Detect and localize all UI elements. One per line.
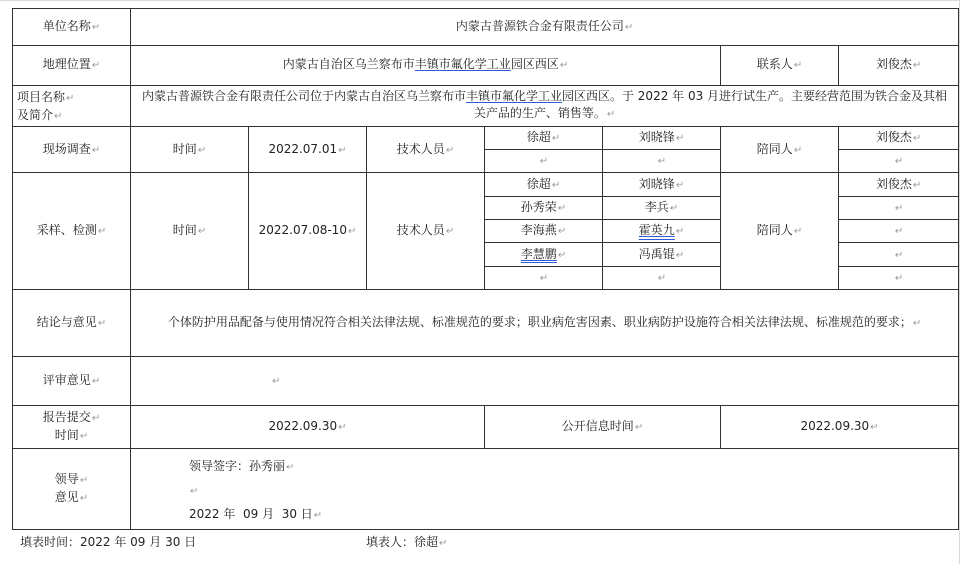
site-survey-accompany-cell (839, 150, 959, 173)
sampling-staff-cell (485, 196, 603, 219)
report-row (13, 405, 959, 448)
paragraph-mark-icon: ↵ (91, 144, 101, 156)
leader-empty-line (189, 479, 958, 503)
paragraph-mark-icon: ↵ (894, 273, 904, 284)
sampling-staff-cell (603, 220, 721, 243)
paragraph-mark-icon: ↵ (606, 109, 616, 121)
report-label-line1: 报告提交 (42, 409, 91, 424)
paragraph-mark-icon: ↵ (445, 144, 455, 156)
paragraph-mark-icon: ↵ (669, 202, 679, 214)
paragraph-mark-icon: ↵ (286, 461, 295, 473)
page-top-edge (0, 0, 960, 1)
paragraph-mark-icon: ↵ (894, 249, 904, 261)
info-form-table (12, 8, 959, 530)
sampling-time-label-cell (131, 173, 249, 290)
project-desc-post: 园区西区。于 2022 年 03 月进行试生产。主要经营范围为铁合金及其相关产品的生产、销售等。 (473, 89, 948, 121)
paragraph-mark-icon: ↵ (439, 538, 448, 549)
location-value-post: 园区西区 (510, 57, 559, 72)
public-info-date-cell (721, 405, 959, 448)
paragraph-mark-icon: ↵ (97, 318, 107, 330)
location-label-cell (13, 45, 131, 86)
paragraph-mark-icon: ↵ (793, 226, 803, 238)
project-desc-cell (131, 86, 959, 127)
leader-opinion-cell (131, 448, 959, 529)
sampling-row-1 (13, 173, 959, 196)
site-survey-accompany-label-cell (721, 126, 839, 173)
leader-label-line1: 领导 (54, 471, 79, 486)
paragraph-mark-icon: ↵ (894, 156, 904, 168)
location-value-pre: 内蒙古自治区乌兰察布市 (282, 57, 415, 72)
sampling-time-value-cell (249, 173, 367, 290)
report-label-cell (13, 405, 131, 448)
paragraph-mark-icon: ↵ (870, 421, 879, 433)
leader-opinion-block (131, 449, 958, 527)
leader-signature-line (189, 455, 958, 479)
public-info-date: 2022.09.30 (800, 418, 870, 433)
conclusion-label: 结论与意见 (36, 315, 97, 330)
public-info-label: 公开信息时间 (561, 418, 634, 433)
site-survey-time-label-cell (131, 126, 249, 173)
site-survey-time-value: 2022.07.01 (268, 141, 338, 156)
report-submit-date-cell (131, 405, 485, 448)
site-survey-staff-cell (485, 126, 603, 149)
conclusion-text: 个体防护用品配备与使用情况符合相关法律法规、标准规范的要求；职业病危害因素、职业病防护设施符合相关法律法规、标准规范的要求； (167, 315, 912, 330)
site-survey-staff-cell (485, 150, 603, 173)
site-survey-row-1 (13, 126, 959, 149)
sampling-staff-name: 徐超 (526, 176, 551, 191)
conclusion-text-cell (131, 290, 959, 357)
contact-label-cell (721, 45, 839, 86)
unit-name-value: 内蒙古普源铁合金有限责任公司 (455, 18, 624, 33)
paragraph-mark-icon: ↵ (272, 376, 281, 388)
paragraph-mark-icon: ↵ (634, 421, 644, 433)
report-label-line2: 时间 (54, 427, 79, 442)
paragraph-mark-icon: ↵ (313, 509, 323, 521)
site-survey-staff-cell (603, 150, 721, 173)
paragraph-mark-icon: ↵ (197, 144, 207, 156)
sampling-time-value: 2022.07.08-10 (258, 223, 347, 238)
sampling-staff-cell (603, 243, 721, 266)
unit-name-label: 单位名称 (42, 18, 91, 33)
paragraph-mark-icon: ↵ (539, 156, 549, 168)
site-survey-accompany-name: 刘俊杰 (875, 129, 912, 144)
paragraph-mark-icon: ↵ (91, 412, 101, 424)
paragraph-mark-icon: ↵ (66, 93, 75, 105)
paragraph-mark-icon: ↵ (91, 376, 101, 388)
sampling-staff-cell (485, 220, 603, 243)
sampling-staff-name: 李兵 (644, 199, 669, 214)
sampling-accompany-cell (839, 220, 959, 243)
sampling-accompany-label-cell (721, 173, 839, 290)
page-right-edge (959, 0, 960, 564)
paragraph-mark-icon: ↵ (557, 226, 567, 238)
unit-name-label-cell (13, 9, 131, 46)
unit-name-row (13, 9, 959, 46)
paragraph-mark-icon: ↵ (190, 485, 199, 497)
sampling-staff-name: 李海燕 (520, 223, 557, 238)
paragraph-mark-icon: ↵ (559, 60, 569, 72)
contact-value: 刘俊杰 (875, 57, 912, 72)
sampling-label: 采样、检测 (36, 223, 97, 238)
filler: 填表人：徐超 (366, 535, 439, 549)
site-survey-tech-label-cell (367, 126, 485, 173)
paragraph-mark-icon: ↵ (557, 202, 567, 214)
unit-name-value-cell (131, 9, 959, 46)
paragraph-mark-icon: ↵ (557, 249, 567, 261)
project-desc-underlined: 丰镇市氟化学工业 (465, 89, 562, 104)
paragraph-mark-icon: ↵ (551, 179, 561, 191)
project-label-cell (13, 86, 131, 127)
paragraph-mark-icon: ↵ (338, 421, 347, 433)
site-survey-accompany-label: 陪同人 (756, 141, 793, 156)
sampling-staff-cell (485, 173, 603, 196)
paragraph-mark-icon: ↵ (793, 60, 803, 72)
paragraph-mark-icon: ↵ (894, 226, 904, 238)
paragraph-mark-icon: ↵ (657, 273, 667, 284)
paragraph-mark-icon: ↵ (79, 430, 89, 442)
sampling-accompany-cell (839, 173, 959, 196)
site-survey-label-cell (13, 126, 131, 173)
paragraph-mark-icon: ↵ (912, 132, 922, 144)
paragraph-mark-icon: ↵ (894, 202, 904, 214)
paragraph-mark-icon: ↵ (657, 156, 667, 168)
project-label-line2: 及简介 (17, 108, 54, 123)
paragraph-mark-icon: ↵ (97, 226, 107, 238)
paragraph-mark-icon: ↵ (624, 21, 634, 33)
paragraph-mark-icon: ↵ (79, 474, 89, 486)
sampling-accompany-cell (839, 196, 959, 219)
paragraph-mark-icon: ↵ (912, 60, 922, 72)
contact-value-cell (839, 45, 959, 86)
sampling-tech-label-cell (367, 173, 485, 290)
leader-label-cell (13, 448, 131, 529)
project-label-line1: 项目名称 (17, 90, 66, 105)
site-survey-staff-name: 刘晓锋 (638, 129, 675, 144)
sampling-staff-name: 孙秀荣 (520, 199, 557, 214)
leader-signature: 领导签字：孙秀丽 (189, 458, 286, 473)
leader-label-line2: 意见 (54, 489, 79, 504)
sampling-label-cell (13, 173, 131, 290)
project-desc-pre: 内蒙古普源铁合金有限责任公司位于内蒙古自治区乌兰察布市 (141, 89, 466, 104)
fill-time: 填表时间：2022 年 09 月 30 日 (20, 535, 197, 549)
paragraph-mark-icon: ↵ (539, 273, 549, 284)
paragraph-mark-icon: ↵ (445, 226, 455, 238)
paragraph-mark-icon: ↵ (91, 60, 101, 72)
sampling-staff-cell (603, 173, 721, 196)
location-value-underlined: 丰镇市氟化学工业 (414, 57, 511, 72)
review-text-cell (131, 357, 959, 406)
paragraph-mark-icon: ↵ (79, 492, 89, 504)
sampling-staff-cell (603, 266, 721, 289)
paragraph-mark-icon: ↵ (197, 226, 207, 238)
site-survey-accompany-cell (839, 126, 959, 149)
leader-date-line (189, 503, 958, 527)
leader-row (13, 448, 959, 529)
review-label-cell (13, 357, 131, 406)
site-survey-staff-name: 徐超 (526, 129, 551, 144)
sampling-tech-label: 技术人员 (396, 223, 445, 238)
site-survey-time-label: 时间 (172, 141, 197, 156)
sampling-staff-name: 李慧鹏 (520, 246, 557, 261)
sampling-accompany-label: 陪同人 (756, 223, 793, 238)
paragraph-mark-icon: ↵ (675, 132, 685, 144)
site-survey-time-value-cell (249, 126, 367, 173)
sampling-staff-name: 刘晓锋 (638, 176, 675, 191)
paragraph-mark-icon: ↵ (54, 111, 63, 123)
sampling-staff-cell (485, 243, 603, 266)
conclusion-row (13, 290, 959, 357)
paragraph-mark-icon: ↵ (338, 144, 347, 156)
location-row (13, 45, 959, 86)
review-label: 评审意见 (42, 373, 91, 388)
paragraph-mark-icon: ↵ (675, 179, 685, 191)
paragraph-mark-icon: ↵ (347, 226, 357, 238)
sampling-staff-cell (485, 266, 603, 289)
report-submit-date: 2022.09.30 (268, 418, 338, 433)
paragraph-mark-icon: ↵ (675, 226, 685, 238)
sampling-accompany-name: 刘俊杰 (875, 176, 912, 191)
review-row (13, 357, 959, 406)
paragraph-mark-icon: ↵ (912, 179, 922, 191)
sampling-staff-name: 霍英九 (638, 223, 675, 238)
site-survey-tech-label: 技术人员 (396, 141, 445, 156)
filler-line (366, 533, 447, 550)
paragraph-mark-icon: ↵ (912, 318, 922, 330)
leader-date: 2022 年 09 月 30 日 (189, 506, 313, 521)
site-survey-staff-cell (603, 126, 721, 149)
sampling-accompany-cell (839, 266, 959, 289)
project-row (13, 86, 959, 127)
paragraph-mark-icon: ↵ (551, 132, 561, 144)
public-info-label-cell (485, 405, 721, 448)
conclusion-label-cell (13, 290, 131, 357)
sampling-time-label: 时间 (172, 223, 197, 238)
contact-label: 联系人 (756, 57, 793, 72)
sampling-staff-name: 冯禹锟 (638, 246, 675, 261)
location-label: 地理位置 (42, 57, 91, 72)
sampling-staff-cell (603, 196, 721, 219)
paragraph-mark-icon: ↵ (793, 144, 803, 156)
location-value-cell (131, 45, 721, 86)
site-survey-label: 现场调查 (42, 141, 91, 156)
sampling-accompany-cell (839, 243, 959, 266)
paragraph-mark-icon: ↵ (675, 249, 685, 261)
paragraph-mark-icon: ↵ (91, 21, 101, 33)
